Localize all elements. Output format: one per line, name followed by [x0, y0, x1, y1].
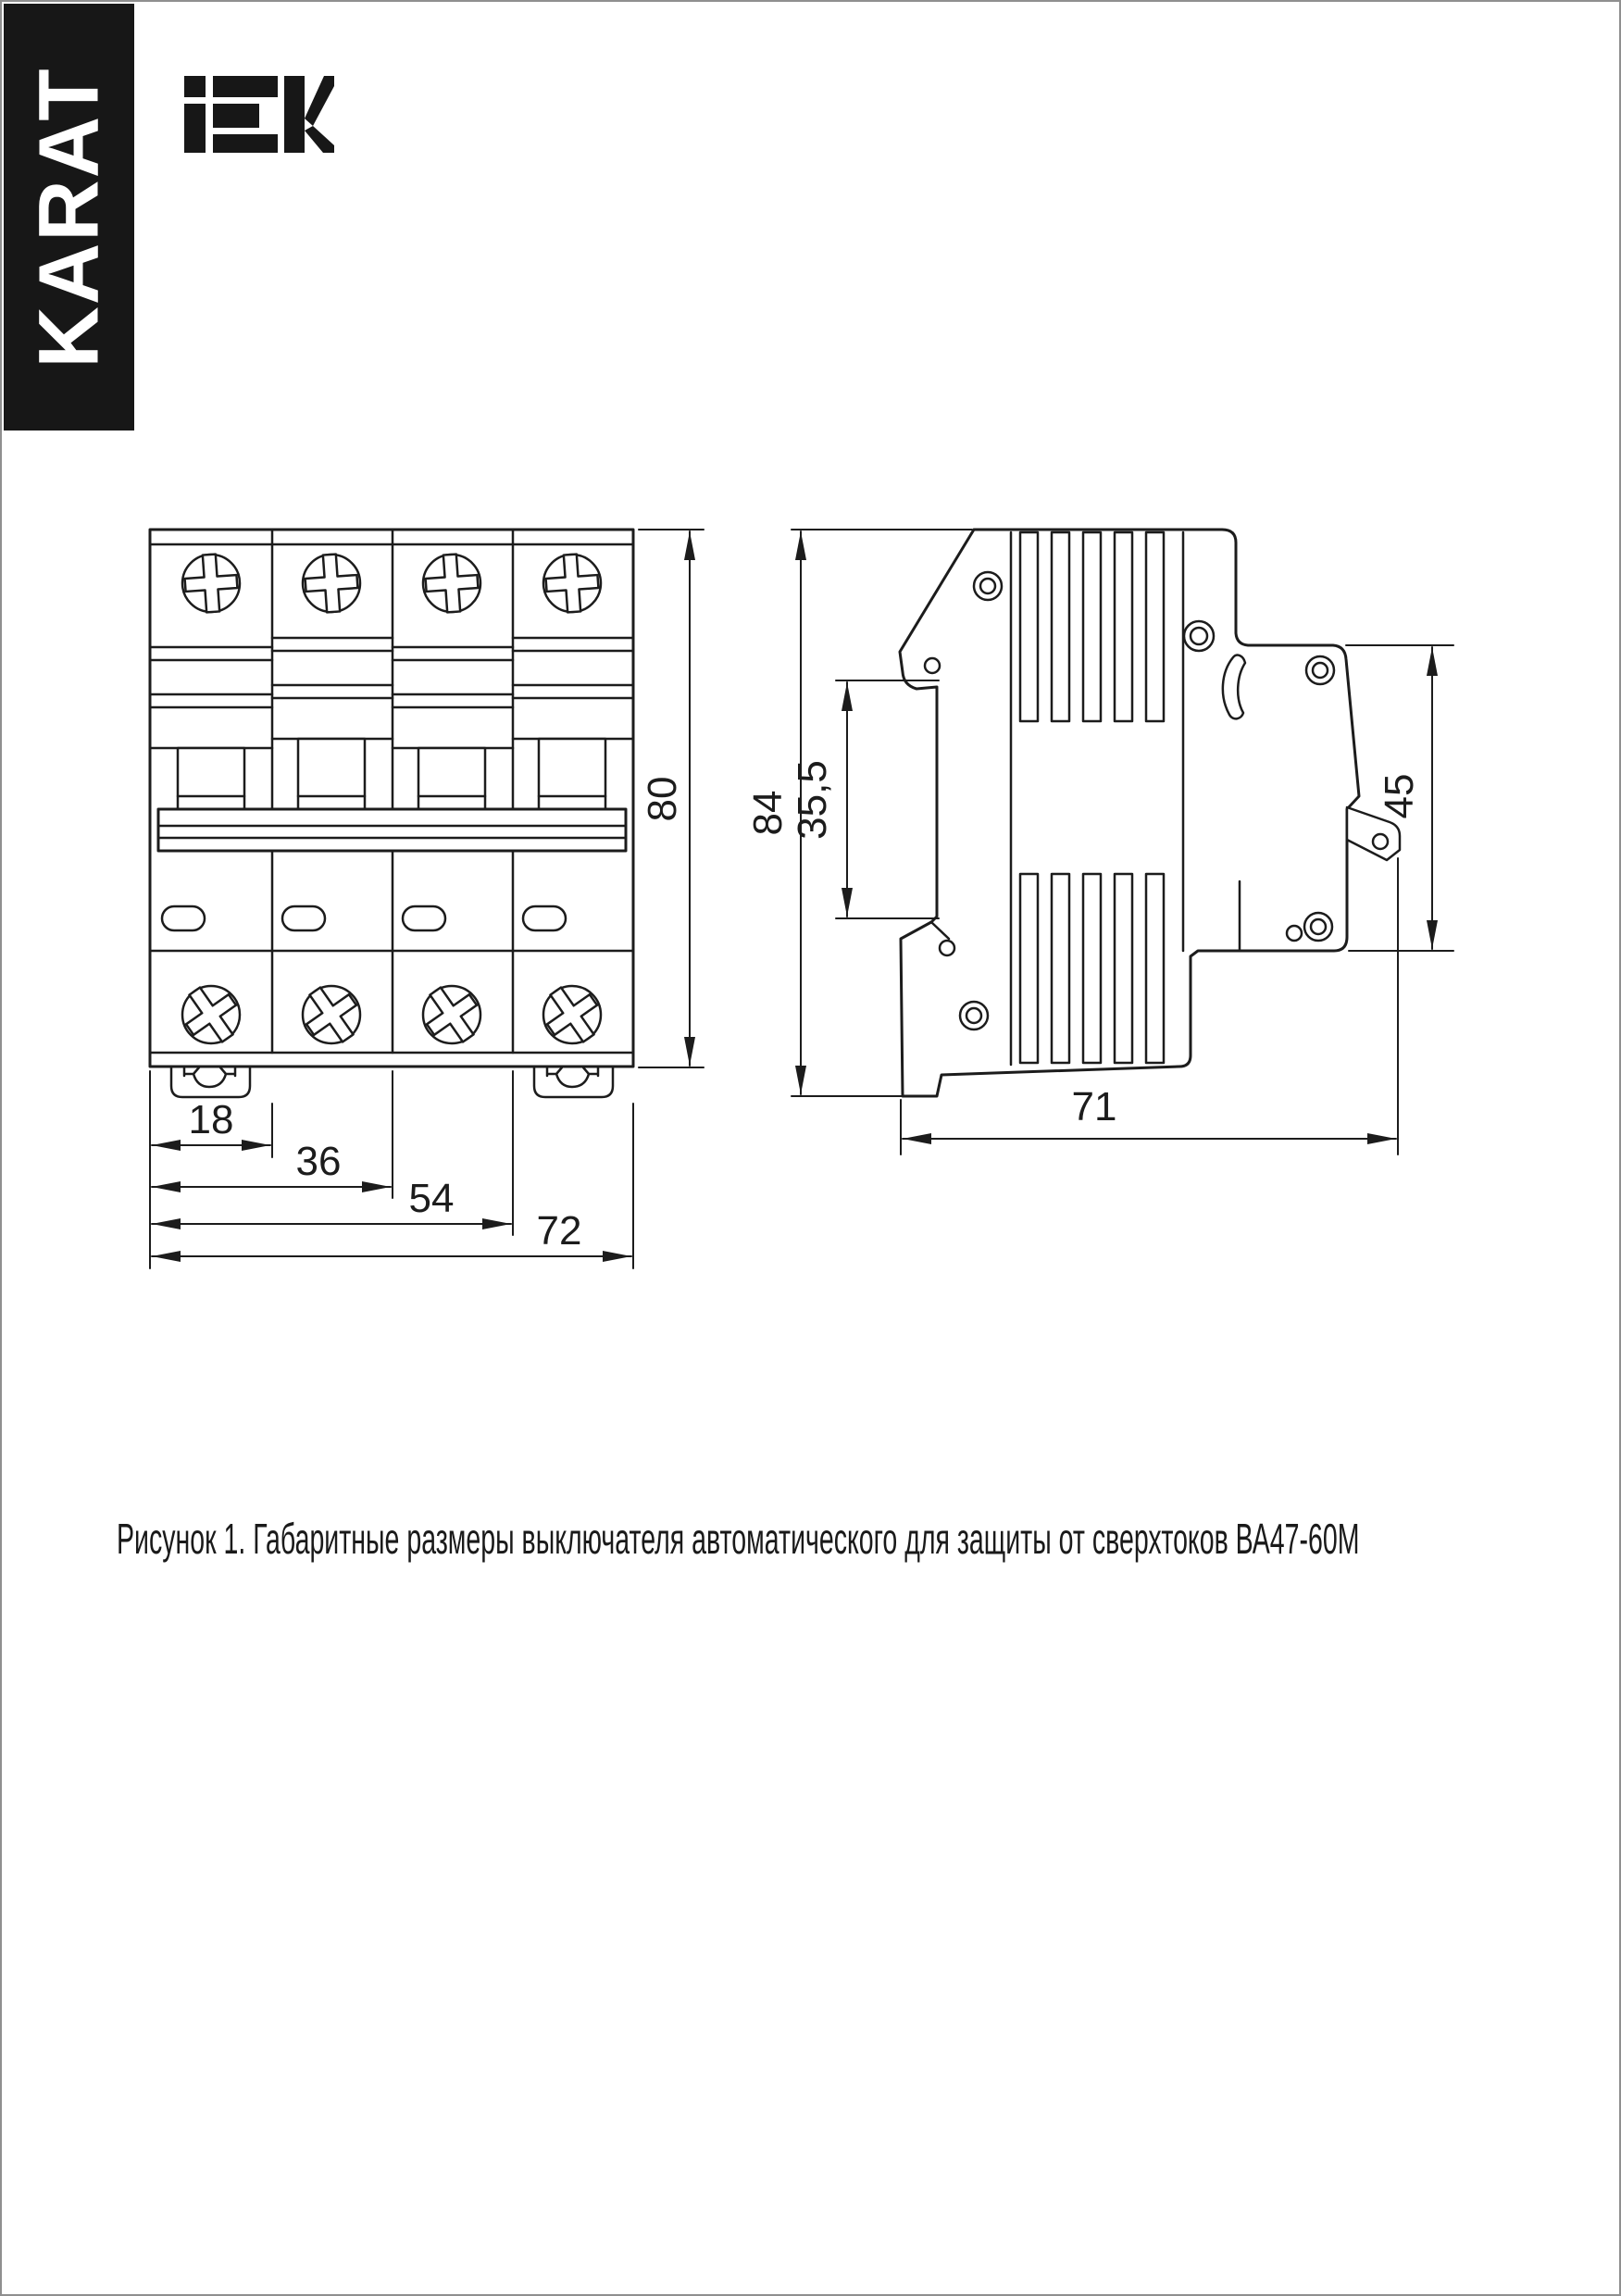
vent-ribs-top [1020, 532, 1164, 721]
dim-label-18: 18 [188, 1097, 234, 1142]
figure-caption: Рисунок 1. Габаритные размеры выключателя автоматического для защиты от сверхтоков ВА47-60М [117, 1515, 1360, 1563]
front-dim-80 [639, 530, 704, 1067]
side-dim-355 [790, 680, 939, 918]
side-dim-71 [901, 858, 1398, 1154]
din-clip-right [534, 1067, 613, 1097]
dim-label-72: 72 [536, 1208, 582, 1254]
front-view-drawing [150, 530, 704, 1268]
vent-ribs-bottom [1020, 874, 1164, 1063]
dim-label-71: 71 [1071, 1084, 1117, 1129]
karat-series-label: KARAT [21, 66, 116, 368]
side-dim-45 [1346, 645, 1453, 951]
front-dim-widths [150, 1071, 633, 1268]
side-view-drawing [745, 530, 1453, 1154]
dim-label-84: 84 [745, 790, 791, 836]
dim-label-355: 35,5 [790, 760, 835, 840]
dim-label-45: 45 [1377, 773, 1422, 819]
dim-label-36: 36 [295, 1139, 342, 1184]
curved-slot [1223, 655, 1245, 719]
marking-windows [162, 906, 566, 930]
toggle-tie-bar [158, 809, 626, 851]
dim-label-80: 80 [640, 776, 685, 822]
dimension-drawing [2, 2, 1621, 2296]
din-clip-left [171, 1067, 250, 1097]
dim-label-54: 54 [408, 1176, 455, 1221]
